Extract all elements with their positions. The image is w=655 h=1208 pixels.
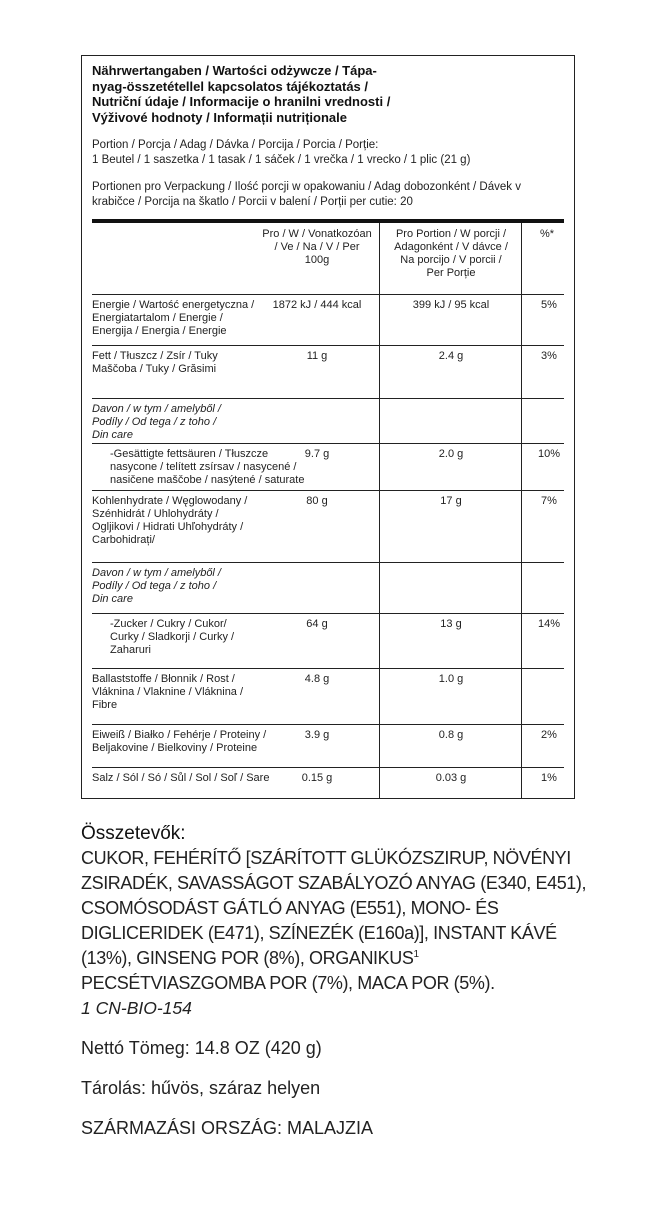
row-divider xyxy=(92,613,564,614)
value-per-100g: 4.8 g xyxy=(304,673,330,685)
portion-info: Portion / Porcja / Adag / Dávka / Porcija / Porcia / Porție: 1 Beutel / 1 saszetka / 1 tasak / 1 sáček / 1 vrečka / 1 vrecko / 1 plic (21 g) xyxy=(92,139,471,166)
value-percent: 1% xyxy=(541,772,557,784)
value-per-100g: 3.9 g xyxy=(304,729,330,741)
row-divider xyxy=(92,294,564,295)
ingredients-section xyxy=(81,822,641,1020)
row-divider xyxy=(92,345,564,346)
ingredients-line: PECSÉTVIASZGOMBA POR (7%), MACA POR (5%). xyxy=(81,973,495,993)
nutrient-label: -Zucker / Cukry / Cukor/ Curky / Sladkorji / Curky / Zaharuri xyxy=(110,618,235,656)
row-divider xyxy=(92,398,564,399)
value-percent: 3% xyxy=(541,350,557,362)
value-per-100g: 80 g xyxy=(306,495,328,507)
ingredients-line: ZSIRADÉK, SAVASSÁGOT SZABÁLYOZÓ ANYAG (E340, E451), xyxy=(81,873,587,893)
header-percent: %* xyxy=(539,228,555,240)
row-divider xyxy=(92,724,564,725)
value-percent: 10% xyxy=(537,448,561,460)
column-divider xyxy=(379,223,380,799)
value-per-portion: 0.8 g xyxy=(438,729,464,741)
nutrient-label: Davon / w tym / amelyből / Podíly / Od tega / z toho / Din care xyxy=(92,403,221,441)
row-divider xyxy=(92,443,564,444)
row-divider xyxy=(92,767,564,768)
value-per-100g: 1872 kJ / 444 kcal xyxy=(272,299,362,311)
nutrient-label: Salz / Sól / Só / Sůl / Sol / Soľ / Sare xyxy=(92,772,270,784)
portions-per-pack: Portionen pro Verpackung / Ilość porcji w opakowaniu / Adag dobozonként / Dávek v krabičce / Porcija na škatlo / Porcii v balení / Porții per cutie: 20 xyxy=(92,181,521,208)
ingredients-footnote: 1 CN-BIO-154 xyxy=(81,998,192,1018)
value-per-portion: 399 kJ / 95 kcal xyxy=(412,299,490,311)
ingredients-heading: Összetevők: xyxy=(81,823,186,844)
row-divider xyxy=(92,562,564,563)
value-percent: 2% xyxy=(541,729,557,741)
value-per-portion: 13 g xyxy=(440,618,462,630)
thick-divider xyxy=(92,219,564,223)
nutrient-label: Eiweiß / Białko / Fehérje / Proteiny / Beljakovine / Bielkoviny / Proteine xyxy=(92,729,267,754)
header-per-portion: Pro Portion / W porcji / Adagonként / V dávce / Na porcijo / V porcii / Per Porție xyxy=(394,228,508,279)
value-percent: 14% xyxy=(537,618,561,630)
header-per-100g: Pro / W / Vonatkozóan / Ve / Na / V / Per 100g xyxy=(262,228,372,266)
value-percent: 7% xyxy=(541,495,557,507)
nutrition-title: Nährwertangaben / Wartości odżywcze / Tápa- nyag-összetétellel kapcsolatos tájékoztatás / Nutriční údaje / Informacije o hranilni vrednosti / Výživové hodnoty / Informații nutriționale xyxy=(92,63,391,125)
nutrient-label: Kohlenhydrate / Węglowodany / Szénhidrát / Uhlohydráty / Ogljikovi / Hidrati Uhľohydráty / Carbohidrați/ xyxy=(92,495,248,546)
nutrition-label xyxy=(81,55,575,799)
storage-info: Tárolás: hűvös, száraz helyen xyxy=(81,1078,321,1098)
value-per-portion: 17 g xyxy=(440,495,462,507)
country-of-origin: SZÁRMAZÁSI ORSZÁG: MALAJZIA xyxy=(81,1118,374,1138)
nutrient-label: -Gesättigte fettsäuren / Tłuszcze nasycone / telített zsírsav / nasycené / nasičene maščobe / nasýtené / saturate xyxy=(110,448,305,486)
value-per-100g: 9.7 g xyxy=(304,448,330,460)
row-divider xyxy=(92,490,564,491)
value-per-portion: 0.03 g xyxy=(435,772,467,784)
row-divider xyxy=(92,668,564,669)
value-per-100g: 0.15 g xyxy=(301,772,333,784)
nutrient-label: Davon / w tym / amelyből / Podíly / Od tega / z toho / Din care xyxy=(92,567,221,605)
net-weight: Nettó Tömeg: 14.8 OZ (420 g) xyxy=(81,1038,322,1058)
ingredients-line: DIGLICERIDEK (E471), SZÍNEZÉK (E160a)], INSTANT KÁVÉ xyxy=(81,923,557,943)
ingredients-line: CSOMÓSODÁST GÁTLÓ ANYAG (E551), MONO- ÉS xyxy=(81,898,499,918)
footnote-marker: 1 xyxy=(413,949,419,960)
nutrient-label: Energie / Wartość energetyczna / Energiatartalom / Energie / Energija / Energia / Energie xyxy=(92,299,255,337)
value-per-portion: 2.0 g xyxy=(438,448,464,460)
ingredients-line: (13%), GINSENG POR (8%), ORGANIKUS$^1$ xyxy=(81,948,419,968)
nutrient-label: Fett / Tłuszcz / Zsír / Tuky Maščoba / Tuky / Grăsimi xyxy=(92,350,218,375)
value-percent: 5% xyxy=(541,299,557,311)
value-per-portion: 2.4 g xyxy=(438,350,464,362)
value-per-100g: 64 g xyxy=(306,618,328,630)
nutrient-label: Ballaststoffe / Błonnik / Rost / Vláknina / Vlaknine / Vláknina / Fibre xyxy=(92,673,244,711)
value-per-100g: 11 g xyxy=(306,350,328,362)
ingredients-line: CUKOR, FEHÉRÍTŐ [SZÁRÍTOTT GLÜKÓZSZIRUP, NÖVÉNYI xyxy=(81,848,571,868)
value-per-portion: 1.0 g xyxy=(438,673,464,685)
